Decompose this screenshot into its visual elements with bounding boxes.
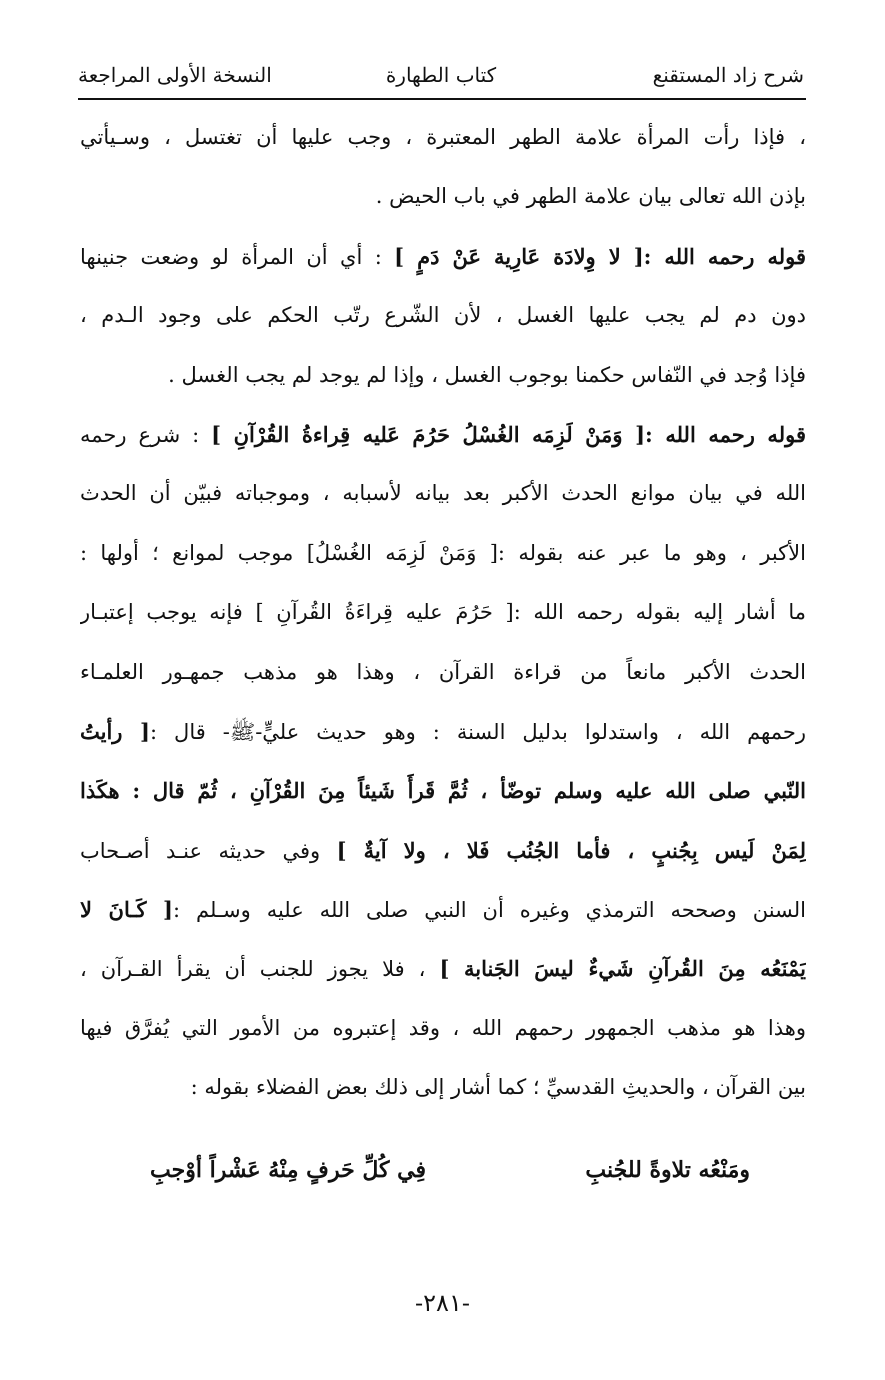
text-line [80,227,806,286]
line-text: : أي أن المرأة لو وضعت جنينها [80,244,395,269]
quoted-text: [ رأيتُ [80,718,150,744]
header-edition-note: النسخة الأولى المراجعة [78,63,272,87]
text-line [80,1058,806,1117]
text-line [80,405,806,464]
header-divider [78,98,806,100]
line-text: وهذا هو مذهب الجمهور رحمهم الله ، وقد إعتبروه من الأمور التي يُفرَّق فيها [80,1015,806,1040]
commentary-text [80,108,806,1118]
text-line [80,583,806,642]
poetry-verse [150,1148,750,1192]
header-book-title: شرح زاد المستقنع [652,63,804,87]
line-text: الحدث الأكبر مانعاً من قراءة القرآن ، وهذا هو مذهب جمهـور العلمـاء [80,659,806,684]
text-line [80,939,806,998]
text-line [80,464,806,523]
quoted-text: قوله رحمه الله :[ لا وِلادَة عَارِية عَنْ دَمٍ ] [394,243,806,269]
quoted-text: قوله رحمه الله :[ وَمَنْ لَزِمَه الغُسْلُ حَرُمَ عَليه قِراءةُ القُرْآنِ ] [211,421,806,447]
text-line [80,702,806,761]
line-text: دون دم لم يجب عليها الغسل ، لأن الشّرع رتّب الحكم على وجود الـدم ، [80,303,806,328]
line-text: فإذا وُجد في النّفاس حكمنا بوجوب الغسل ، وإذا لم يوجد لم يجب الغسل . [168,362,806,387]
text-line [80,346,806,405]
line-text: الأكبر ، وهو ما عبر عنه بقوله :[ وَمَنْ لَزِمَه الغُسْلُ] موجب لموانع ؛ أولها : [80,540,806,565]
verse-first-hemistich: ومَنْعُه تلاوةً للجُنبِ [585,1157,750,1183]
verse-second-hemistich: فِي كُلِّ حَرفٍ مِنْهُ عَشْراً أوْجبِ [150,1157,426,1183]
line-text: الله في بيان موانع الحدث الأكبر بعد بيانه لأسبابه ، وموجباته فبيّن أن الحدث [80,481,806,506]
line-text: ، فلا يجوز للجنب أن يقرأ القـرآن ، [80,957,440,982]
page-number: -٢٨١- [415,1289,470,1317]
line-text: ، فإذا رأت المرأة علامة الطهر المعتبرة ، وجب عليها أن تغتسل ، وسـيأتي [80,125,806,149]
text-line [80,167,806,226]
text-line [80,761,806,820]
line-text: السنن وصححه الترمذي وغيره أن النبي صلى الله عليه وسـلم : [172,898,806,923]
running-header [78,58,804,92]
text-line [80,821,806,880]
line-text: : شرع رحمه [80,422,212,447]
quoted-text: [ كَـانَ لا [80,897,173,923]
line-text: بإذن الله تعالى بيان علامة الطهر في باب الحيض . [375,184,806,209]
text-line [80,108,806,167]
line-text: وفي حديثه عنـد أصـحاب [80,838,337,863]
quoted-text: لِمَنْ لَيس بِجُنبٍ ، فأما الجُنُب فَلا ، ولا آيةٌ ] [336,837,806,863]
text-line [80,286,806,345]
line-text: رحمهم الله ، واستدلوا بدليل السنة : وهو حديث عليٍّ-ﷺ- قال : [150,719,806,744]
quoted-text: يَمْنَعُه مِنَ القُرآنِ شَيءٌ ليسَ الجَنابة ] [439,956,806,982]
line-text: بين القرآن ، والحديثِ القدسيِّ ؛ كما أشار إلى ذلك بعض الفضلاء بقوله : [190,1075,806,1100]
text-line [80,643,806,702]
line-text: ما أشار إليه بقوله رحمه الله :[ حَرُمَ عليه قِراءَةُ القُرآنِ ] فإنه يوجب إعتبـار [80,600,806,625]
header-chapter-title: كتاب الطهارة [385,63,497,87]
text-line [80,880,806,939]
quoted-text: النّبي صلى الله عليه وسلم توضّأ ، ثُمَّ قَرأَ شَيئاً مِنَ القُرْآنِ ، ثُمّ قال : هكَذا [80,778,806,804]
text-line [80,999,806,1058]
text-line [80,524,806,583]
